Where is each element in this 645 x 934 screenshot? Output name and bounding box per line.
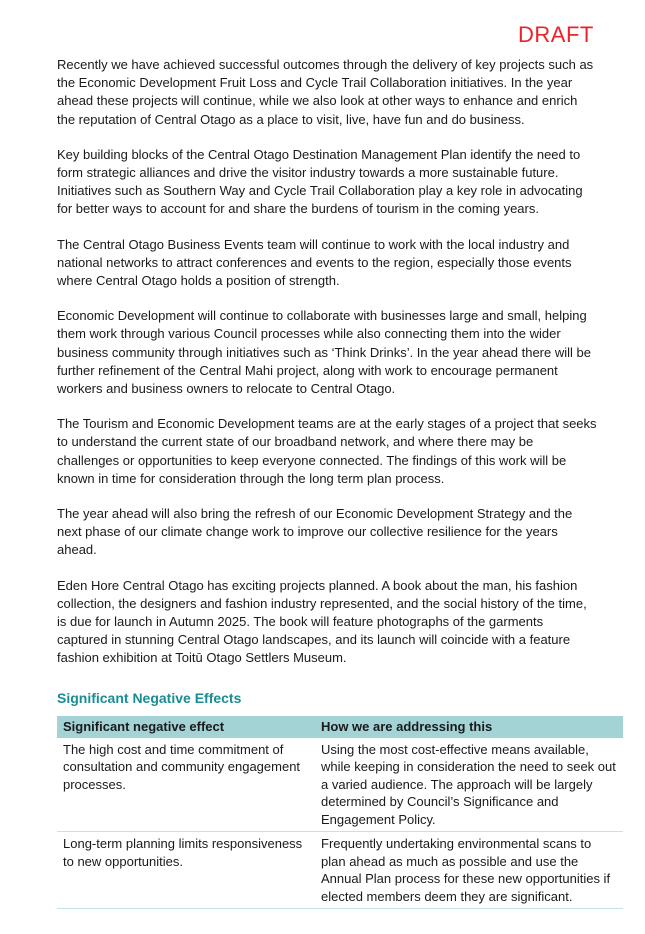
paragraph: Economic Development will continue to collaborate with businesses large and small, helping them work through various Council processes while also connecting them into the wider business community through initiatives such as ‘Think Drinks’. In the year ahead there will be further refinement of the Central Mahi project, along with work to encourage permanent workers and business owners to relocate to Central Otago. — [57, 308, 591, 397]
paragraph: Eden Hore Central Otago has exciting projects planned. A book about the man, his fashion collection, the designers and fashion industry represented, and the social history of the time, is due for launch in Autumn 2025. The book will feature photographs of the garments captured in stunning Central Otago landscapes, and its launch will coincide with a feature fashion exhibition at Toitū Otago Settlers Museum. — [57, 577, 587, 666]
paragraph: The year ahead will also bring the refresh of our Economic Development Strategy and the next phase of our climate change work to improve our collective resilience for the years ahead. — [57, 506, 573, 558]
table-row — [57, 832, 623, 909]
table-header-effect: Significant negative effect — [57, 716, 315, 738]
document-body — [57, 56, 616, 909]
paragraph: Recently we have achieved successful outcomes through the delivery of key projects such as the Economic Development Fruit Loss and Cycle Trail Collaboration initiatives. In the year ahead these projects will continue, while we also look at other ways to enhance and enrich the reputation of Central Otago as a place to visit, live, have fun and do business. — [57, 57, 594, 127]
table-cell-addressing: Using the most cost-effective means available, while keeping in consideration the need to seek out a varied audience. The approach will be largely determined by Council’s Significance and Engagement Policy. — [315, 738, 623, 832]
table-cell-addressing: Frequently undertaking environmental scans to plan ahead as much as possible and use the Annual Plan process for these new opportunities if elected members deem they are significant. — [315, 832, 623, 909]
paragraph: The Central Otago Business Events team will continue to work with the local industry and national networks to attract conferences and events to the region, especially those events where Central Otago holds a position of strength. — [57, 236, 572, 289]
table-header-row — [57, 716, 623, 738]
table-header-addressing: How we are addressing this — [315, 716, 623, 738]
table-cell-effect: Long-term planning limits responsiveness to new opportunities. — [57, 832, 315, 909]
paragraph: The Tourism and Economic Development teams are at the early stages of a project that seeks to understand the current state of our broadband network, and where there may be challenges or opportunities to keep everyone connected. The findings of this work will be known in time for consideration through the long term plan process. — [57, 416, 597, 486]
draft-watermark: DRAFT — [518, 22, 594, 47]
section-heading: Significant Negative Effects — [57, 689, 242, 706]
negative-effects-table — [57, 716, 623, 910]
table-row — [57, 738, 623, 832]
paragraph: Key building blocks of the Central Otago Destination Management Plan identify the need to form strategic alliances and drive the visitor industry towards a more sustainable future. Initiatives such as Southern Way and Cycle Trail Collaboration play a key role in advocating for better ways to account for and share the burdens of tourism in the coming years. — [57, 146, 583, 217]
table-cell-effect: The high cost and time commitment of consultation and community engagement processes. — [57, 738, 315, 832]
